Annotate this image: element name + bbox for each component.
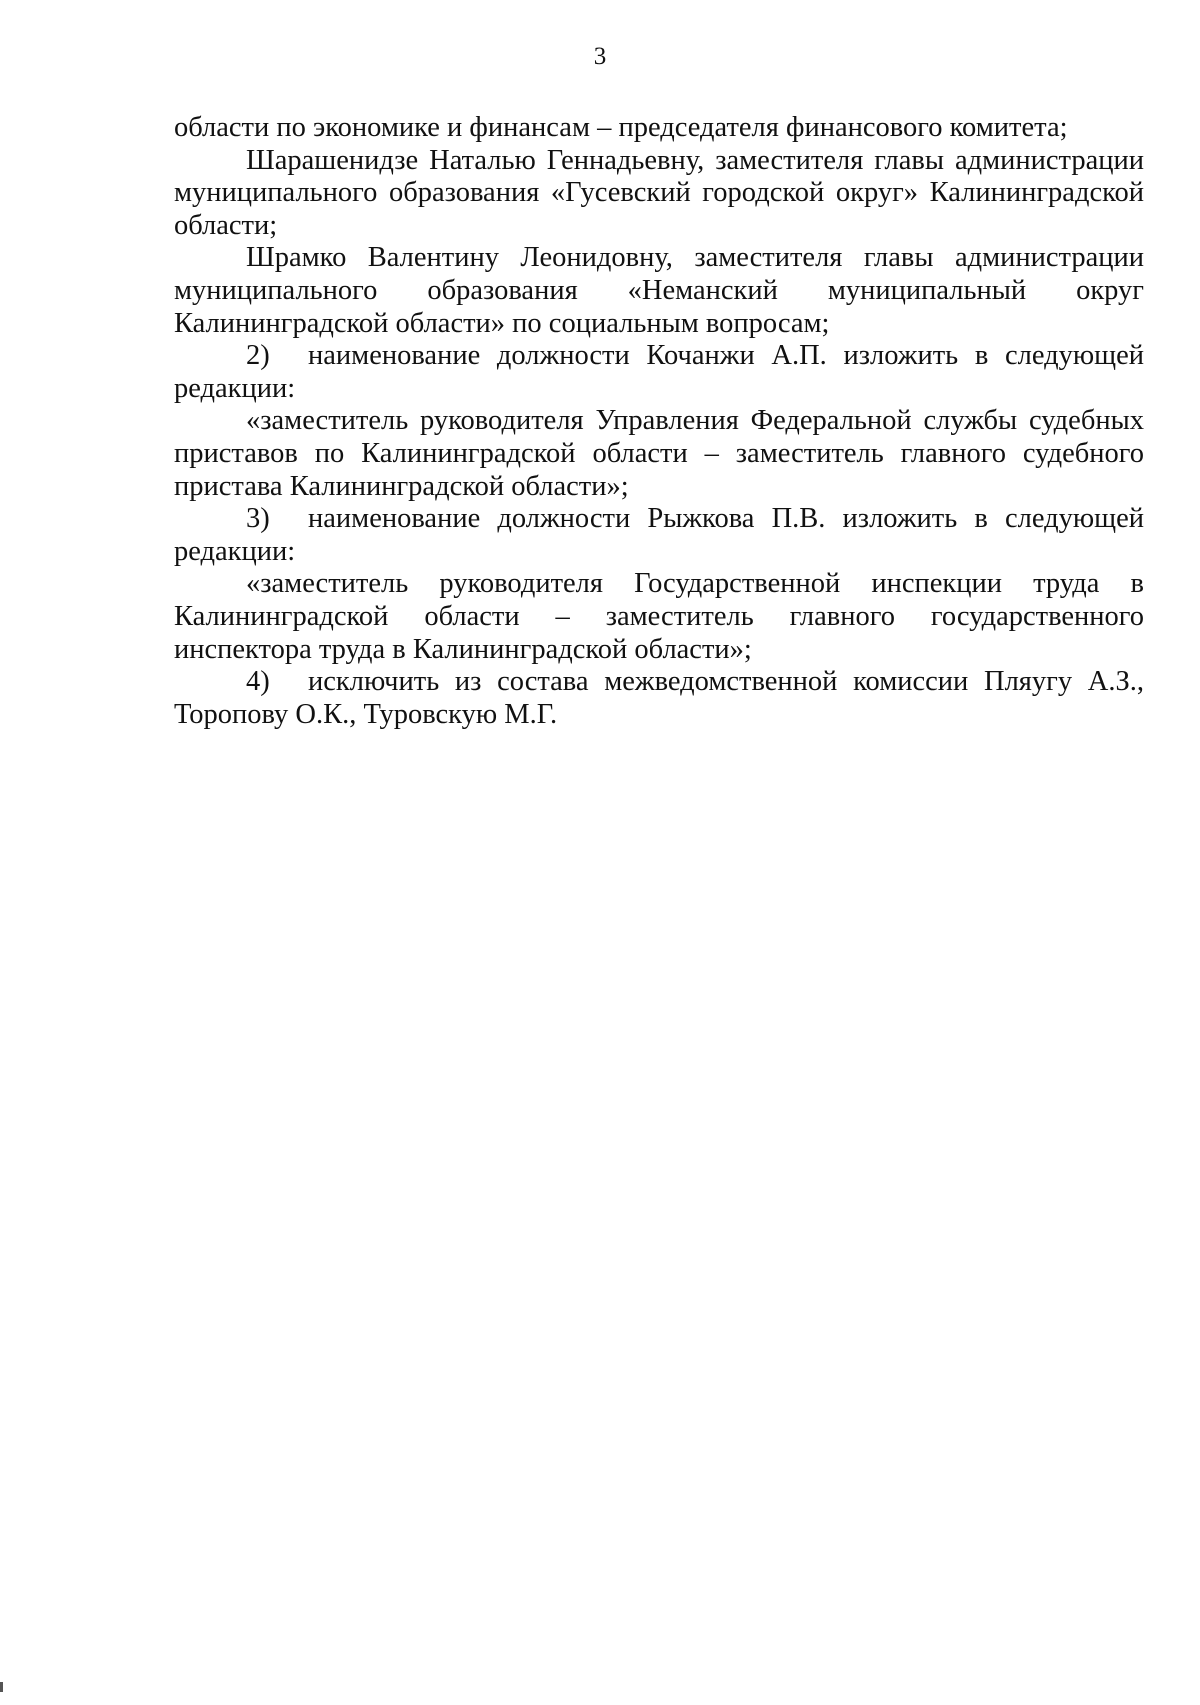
paragraph-continuation: области по экономике и финансам – председателя финансового комитета;: [174, 112, 1068, 143]
paragraph-sharashenidze: Шарашенидзе Наталью Геннадьевну, заместителя главы администрации муниципального образования «Гусевский городской округ» Калининградской области;: [174, 144, 1144, 241]
quote-kochanzhi-position: «заместитель руководителя Управления Федеральной службы судебных приставов по Калининградской области – заместитель главного судебного пристава Калининградской области»;: [174, 405, 1144, 502]
list-item-3-number: 3): [246, 503, 270, 535]
list-item-3: [174, 503, 1144, 568]
quote-ryzhkov-position: «заместитель руководителя Государственной инспекции труда в Калининградской области – заместитель главного государственного инспектора труда в Калининградской области»;: [174, 568, 1144, 665]
list-item-4-text: исключить из состава межведомственной комиссии Пляугу А.З., Торопову О.К., Туровскую М.Г.: [174, 666, 1144, 730]
list-item-4-number: 4): [246, 666, 270, 698]
paragraph-shramko: Шрамко Валентину Леонидовну, заместителя главы администрации муниципального образования «Неманский муниципальный округ Калининградской области» по социальным вопросам;: [174, 242, 1144, 339]
document-body: [174, 112, 1144, 731]
list-item-2: [174, 340, 1144, 405]
list-item-4: [174, 666, 1144, 731]
page-number: 3: [593, 43, 607, 70]
list-item-2-number: 2): [246, 340, 270, 372]
scan-edge-mark: [0, 1682, 3, 1692]
list-item-3-text: наименование должности Рыжкова П.В. изложить в следующей редакции:: [174, 503, 1144, 567]
list-item-2-text: наименование должности Кочанжи А.П. изложить в следующей редакции:: [174, 340, 1144, 404]
